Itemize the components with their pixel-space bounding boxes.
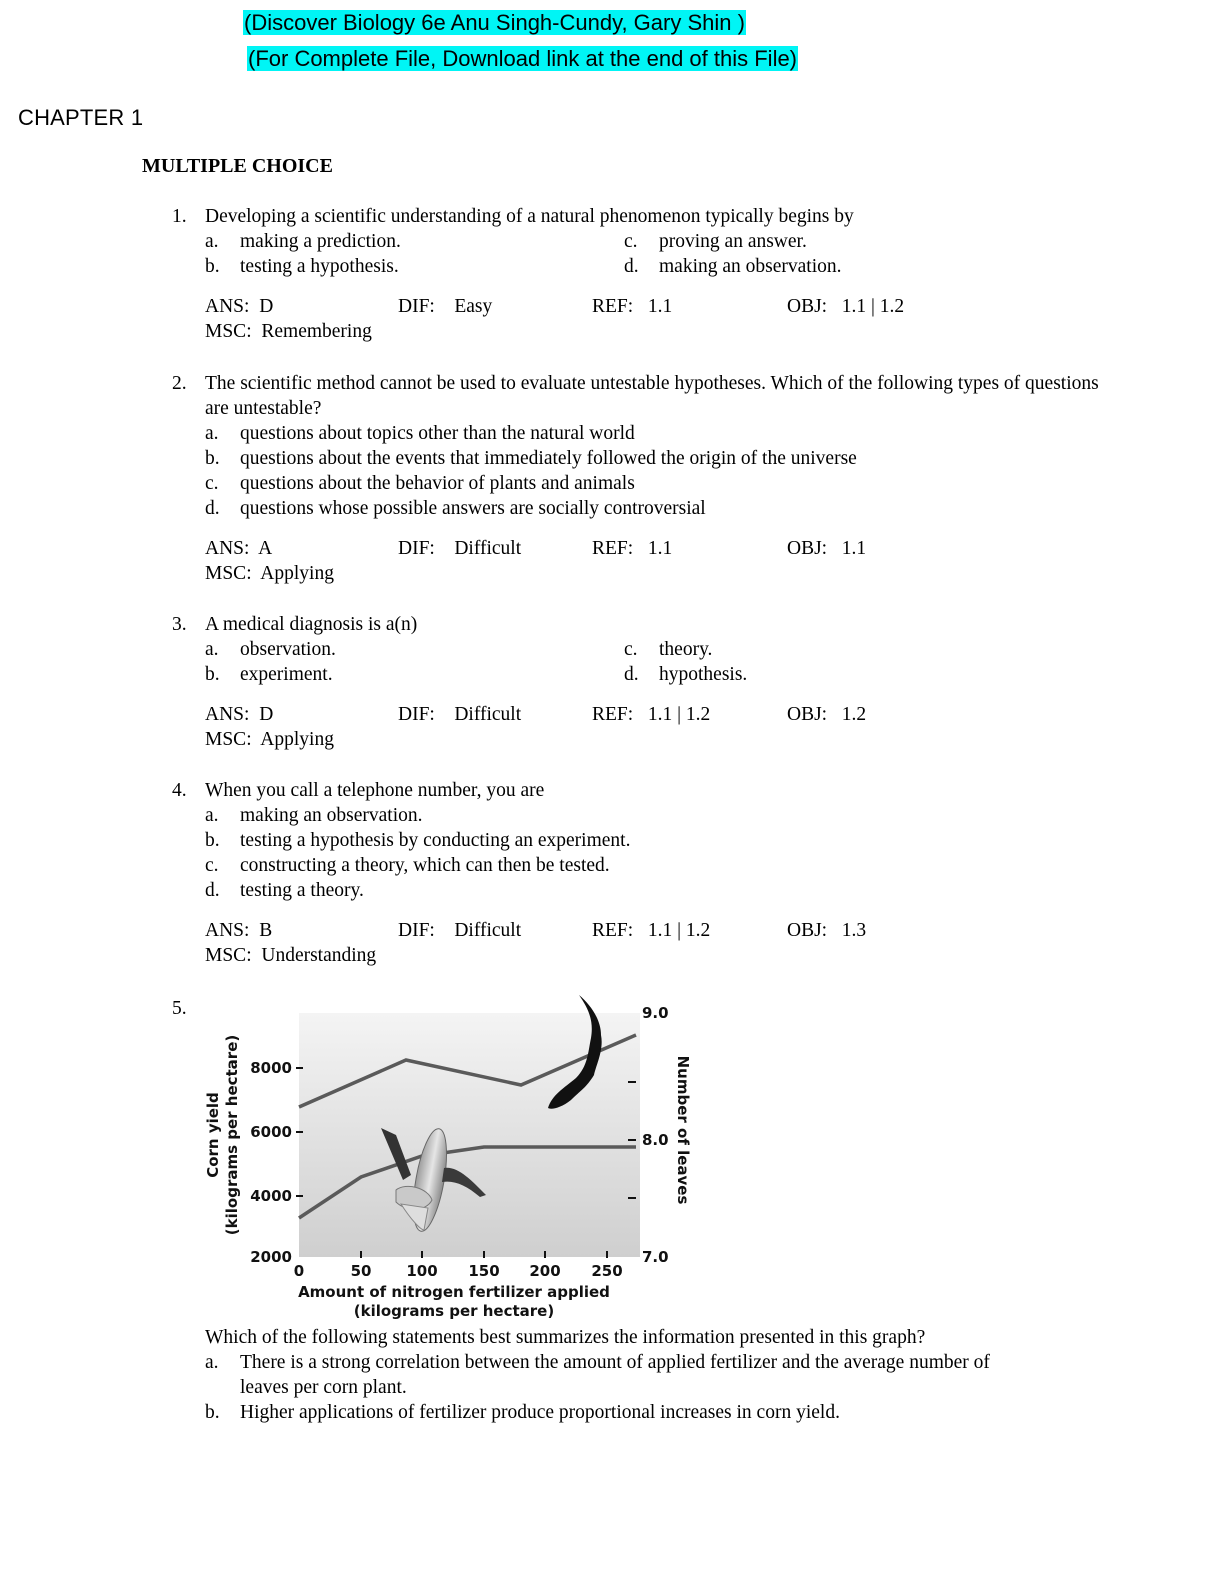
chapter-heading: CHAPTER 1 xyxy=(18,105,144,130)
option-letter: c. xyxy=(624,231,638,252)
difficulty-field xyxy=(398,294,492,319)
y-left-tick-2000: 2000 xyxy=(250,1248,292,1266)
x-axis xyxy=(294,1251,623,1320)
y-right-tick-8: 8.0 xyxy=(642,1131,669,1149)
option-c xyxy=(624,229,1024,254)
msc-label: MSC: xyxy=(205,945,252,966)
option-letter: b. xyxy=(205,1402,220,1423)
option-letter: c. xyxy=(205,855,219,876)
option-letter: b. xyxy=(205,256,220,277)
option-b xyxy=(205,446,1105,471)
x-axis-title-line1: Amount of nitrogen fertilizer applied xyxy=(298,1283,610,1301)
answer-metadata xyxy=(205,536,1105,586)
x-tick-150: 150 xyxy=(468,1262,500,1280)
question-stem: A medical diagnosis is a(n) xyxy=(205,614,418,635)
option-text: proving an answer. xyxy=(659,231,807,252)
answer-label: ANS: xyxy=(205,296,250,317)
option-d xyxy=(205,878,1105,903)
msc-value: Remembering xyxy=(261,321,372,342)
objective-label: OBJ: xyxy=(787,704,828,725)
option-c xyxy=(205,471,1105,496)
x-tick-0: 0 xyxy=(293,1262,305,1280)
option-letter: d. xyxy=(624,256,639,277)
msc-value: Applying xyxy=(260,729,334,750)
question-number: 2. xyxy=(172,373,187,394)
left-y-axis xyxy=(204,1035,303,1266)
reference-label: REF: xyxy=(592,920,634,941)
option-letter: d. xyxy=(624,664,639,685)
option-c xyxy=(205,853,1105,878)
download-note-text: (For Complete File, Download link at the end of this File) xyxy=(248,46,798,71)
title-banner-text: (Discover Biology 6e Anu Singh-Cundy, Gary Shin ) xyxy=(244,10,745,35)
corn-yield-leaves-chart xyxy=(196,990,716,1320)
reference-value: 1.1 | 1.2 xyxy=(647,704,711,725)
question-3 xyxy=(172,612,1105,752)
option-d xyxy=(624,662,1024,687)
option-text: testing a theory. xyxy=(240,880,364,901)
difficulty-field xyxy=(398,918,521,943)
answer-metadata xyxy=(205,294,1105,344)
msc-label: MSC: xyxy=(205,321,252,342)
question-5 xyxy=(172,1325,1105,1425)
answer-field xyxy=(205,294,273,319)
option-text: questions about topics other than the natural world xyxy=(240,423,635,444)
option-text: questions about the behavior of plants and animals xyxy=(240,473,635,494)
question-stem: Which of the following statements best summarizes the information presented in this graph? xyxy=(205,1327,926,1348)
options-list xyxy=(205,421,1105,521)
y-right-tick-9: 9.0 xyxy=(642,1004,669,1022)
reference-label: REF: xyxy=(592,296,634,317)
option-letter: b. xyxy=(205,664,220,685)
objective-label: OBJ: xyxy=(787,538,828,559)
option-text: making an observation. xyxy=(659,256,842,277)
question-stem: The scientific method cannot be used to evaluate untestable hypotheses. Which of the following types of questions are untestable? xyxy=(205,373,1099,419)
option-letter: b. xyxy=(205,830,220,851)
reference-value: 1.1 xyxy=(647,538,673,559)
options-list xyxy=(205,637,1105,687)
option-text: questions about the events that immediately followed the origin of the universe xyxy=(240,448,857,469)
msc-field xyxy=(205,319,372,344)
msc-field xyxy=(205,943,376,968)
difficulty-field xyxy=(398,702,521,727)
reference-field xyxy=(592,536,672,561)
objective-value: 1.3 xyxy=(841,920,867,941)
option-text: observation. xyxy=(240,639,336,660)
option-a xyxy=(205,637,624,662)
y-left-axis-title-line1: Corn yield xyxy=(204,1092,222,1178)
option-text: theory. xyxy=(659,639,713,660)
option-text: making a prediction. xyxy=(240,231,401,252)
question-stem: Developing a scientific understanding of a natural phenomenon typically begins by xyxy=(205,206,854,227)
option-letter: a. xyxy=(205,423,219,444)
objective-field xyxy=(787,918,866,943)
reference-value: 1.1 | 1.2 xyxy=(647,920,711,941)
question-1 xyxy=(172,204,1105,344)
msc-value: Applying xyxy=(260,563,334,584)
option-a xyxy=(205,1350,1000,1400)
answer-value: D xyxy=(259,704,274,725)
difficulty-value: Difficult xyxy=(454,920,522,941)
question-stem: When you call a telephone number, you are xyxy=(205,780,545,801)
option-text: testing a hypothesis. xyxy=(240,256,399,277)
reference-label: REF: xyxy=(592,538,634,559)
x-tick-200: 200 xyxy=(529,1262,561,1280)
difficulty-label: DIF: xyxy=(398,920,435,941)
option-letter: a. xyxy=(205,1352,219,1373)
answer-field xyxy=(205,702,273,727)
difficulty-label: DIF: xyxy=(398,538,435,559)
plot-area xyxy=(299,1013,640,1257)
option-b xyxy=(205,1400,1105,1425)
reference-field xyxy=(592,702,710,727)
msc-field xyxy=(205,727,334,752)
section-heading: MULTIPLE CHOICE xyxy=(142,155,333,177)
msc-field xyxy=(205,561,334,586)
y-left-tick-6000: 6000 xyxy=(250,1123,292,1141)
option-b xyxy=(205,254,624,279)
title-banner xyxy=(243,10,746,36)
options-list xyxy=(205,803,1105,903)
answer-label: ANS: xyxy=(205,920,250,941)
option-a xyxy=(205,229,624,254)
msc-label: MSC: xyxy=(205,563,252,584)
option-letter: b. xyxy=(205,448,220,469)
option-c xyxy=(624,637,1024,662)
x-tick-250: 250 xyxy=(591,1262,623,1280)
option-text: constructing a theory, which can then be tested. xyxy=(240,855,610,876)
option-b xyxy=(205,662,624,687)
objective-field xyxy=(787,702,866,727)
option-text: making an observation. xyxy=(240,805,423,826)
reference-value: 1.1 xyxy=(647,296,673,317)
option-d xyxy=(205,496,1105,521)
y-left-tick-8000: 8000 xyxy=(250,1059,292,1077)
answer-value: D xyxy=(259,296,274,317)
answer-label: ANS: xyxy=(205,704,250,725)
options-list xyxy=(205,1350,1105,1425)
answer-value: A xyxy=(258,538,273,559)
objective-value: 1.1 xyxy=(841,538,867,559)
option-a xyxy=(205,803,1105,828)
msc-value: Understanding xyxy=(261,945,377,966)
option-text: hypothesis. xyxy=(659,664,748,685)
options-list xyxy=(205,229,1105,279)
option-d xyxy=(624,254,1024,279)
answer-value: B xyxy=(259,920,273,941)
option-a xyxy=(205,421,1105,446)
objective-label: OBJ: xyxy=(787,920,828,941)
option-b xyxy=(205,828,1105,853)
question-2 xyxy=(172,371,1105,586)
reference-field xyxy=(592,294,672,319)
y-right-tick-7: 7.0 xyxy=(642,1248,669,1266)
objective-value: 1.1 | 1.2 xyxy=(841,296,905,317)
difficulty-field xyxy=(398,536,521,561)
question-number: 3. xyxy=(172,614,187,635)
question-4 xyxy=(172,778,1105,968)
option-letter: d. xyxy=(205,880,220,901)
answer-metadata xyxy=(205,702,1105,752)
x-tick-50: 50 xyxy=(350,1262,372,1280)
option-letter: a. xyxy=(205,639,219,660)
question-number: 5. xyxy=(172,998,187,1019)
difficulty-value: Difficult xyxy=(454,538,522,559)
difficulty-label: DIF: xyxy=(398,296,435,317)
option-text: testing a hypothesis by conducting an experiment. xyxy=(240,830,631,851)
objective-field xyxy=(787,536,866,561)
objective-label: OBJ: xyxy=(787,296,828,317)
answer-metadata xyxy=(205,918,1105,968)
reference-label: REF: xyxy=(592,704,634,725)
answer-field xyxy=(205,918,272,943)
option-text: There is a strong correlation between the amount of applied fertilizer and the average number of leaves per corn plant. xyxy=(240,1352,990,1398)
difficulty-label: DIF: xyxy=(398,704,435,725)
option-letter: d. xyxy=(205,498,220,519)
option-text: Higher applications of fertilizer produce proportional increases in corn yield. xyxy=(240,1402,840,1423)
answer-label: ANS: xyxy=(205,538,250,559)
option-letter: a. xyxy=(205,805,219,826)
objective-value: 1.2 xyxy=(841,704,867,725)
option-letter: c. xyxy=(205,473,219,494)
option-text: experiment. xyxy=(240,664,333,685)
option-text: questions whose possible answers are socially controversial xyxy=(240,498,706,519)
option-letter: a. xyxy=(205,231,219,252)
msc-label: MSC: xyxy=(205,729,252,750)
reference-field xyxy=(592,918,710,943)
y-right-axis-title: Number of leaves xyxy=(674,1055,692,1205)
question-number: 1. xyxy=(172,206,187,227)
y-left-axis-title-line2: (kilograms per hectare) xyxy=(223,1034,241,1236)
question-number: 4. xyxy=(172,780,187,801)
x-tick-100: 100 xyxy=(406,1262,438,1280)
answer-field xyxy=(205,536,272,561)
download-note-banner xyxy=(247,46,798,72)
difficulty-value: Difficult xyxy=(454,704,522,725)
objective-field xyxy=(787,294,904,319)
y-left-tick-4000: 4000 xyxy=(250,1187,292,1205)
difficulty-value: Easy xyxy=(454,296,493,317)
option-letter: c. xyxy=(624,639,638,660)
x-axis-title-line2: (kilograms per hectare) xyxy=(353,1302,555,1320)
